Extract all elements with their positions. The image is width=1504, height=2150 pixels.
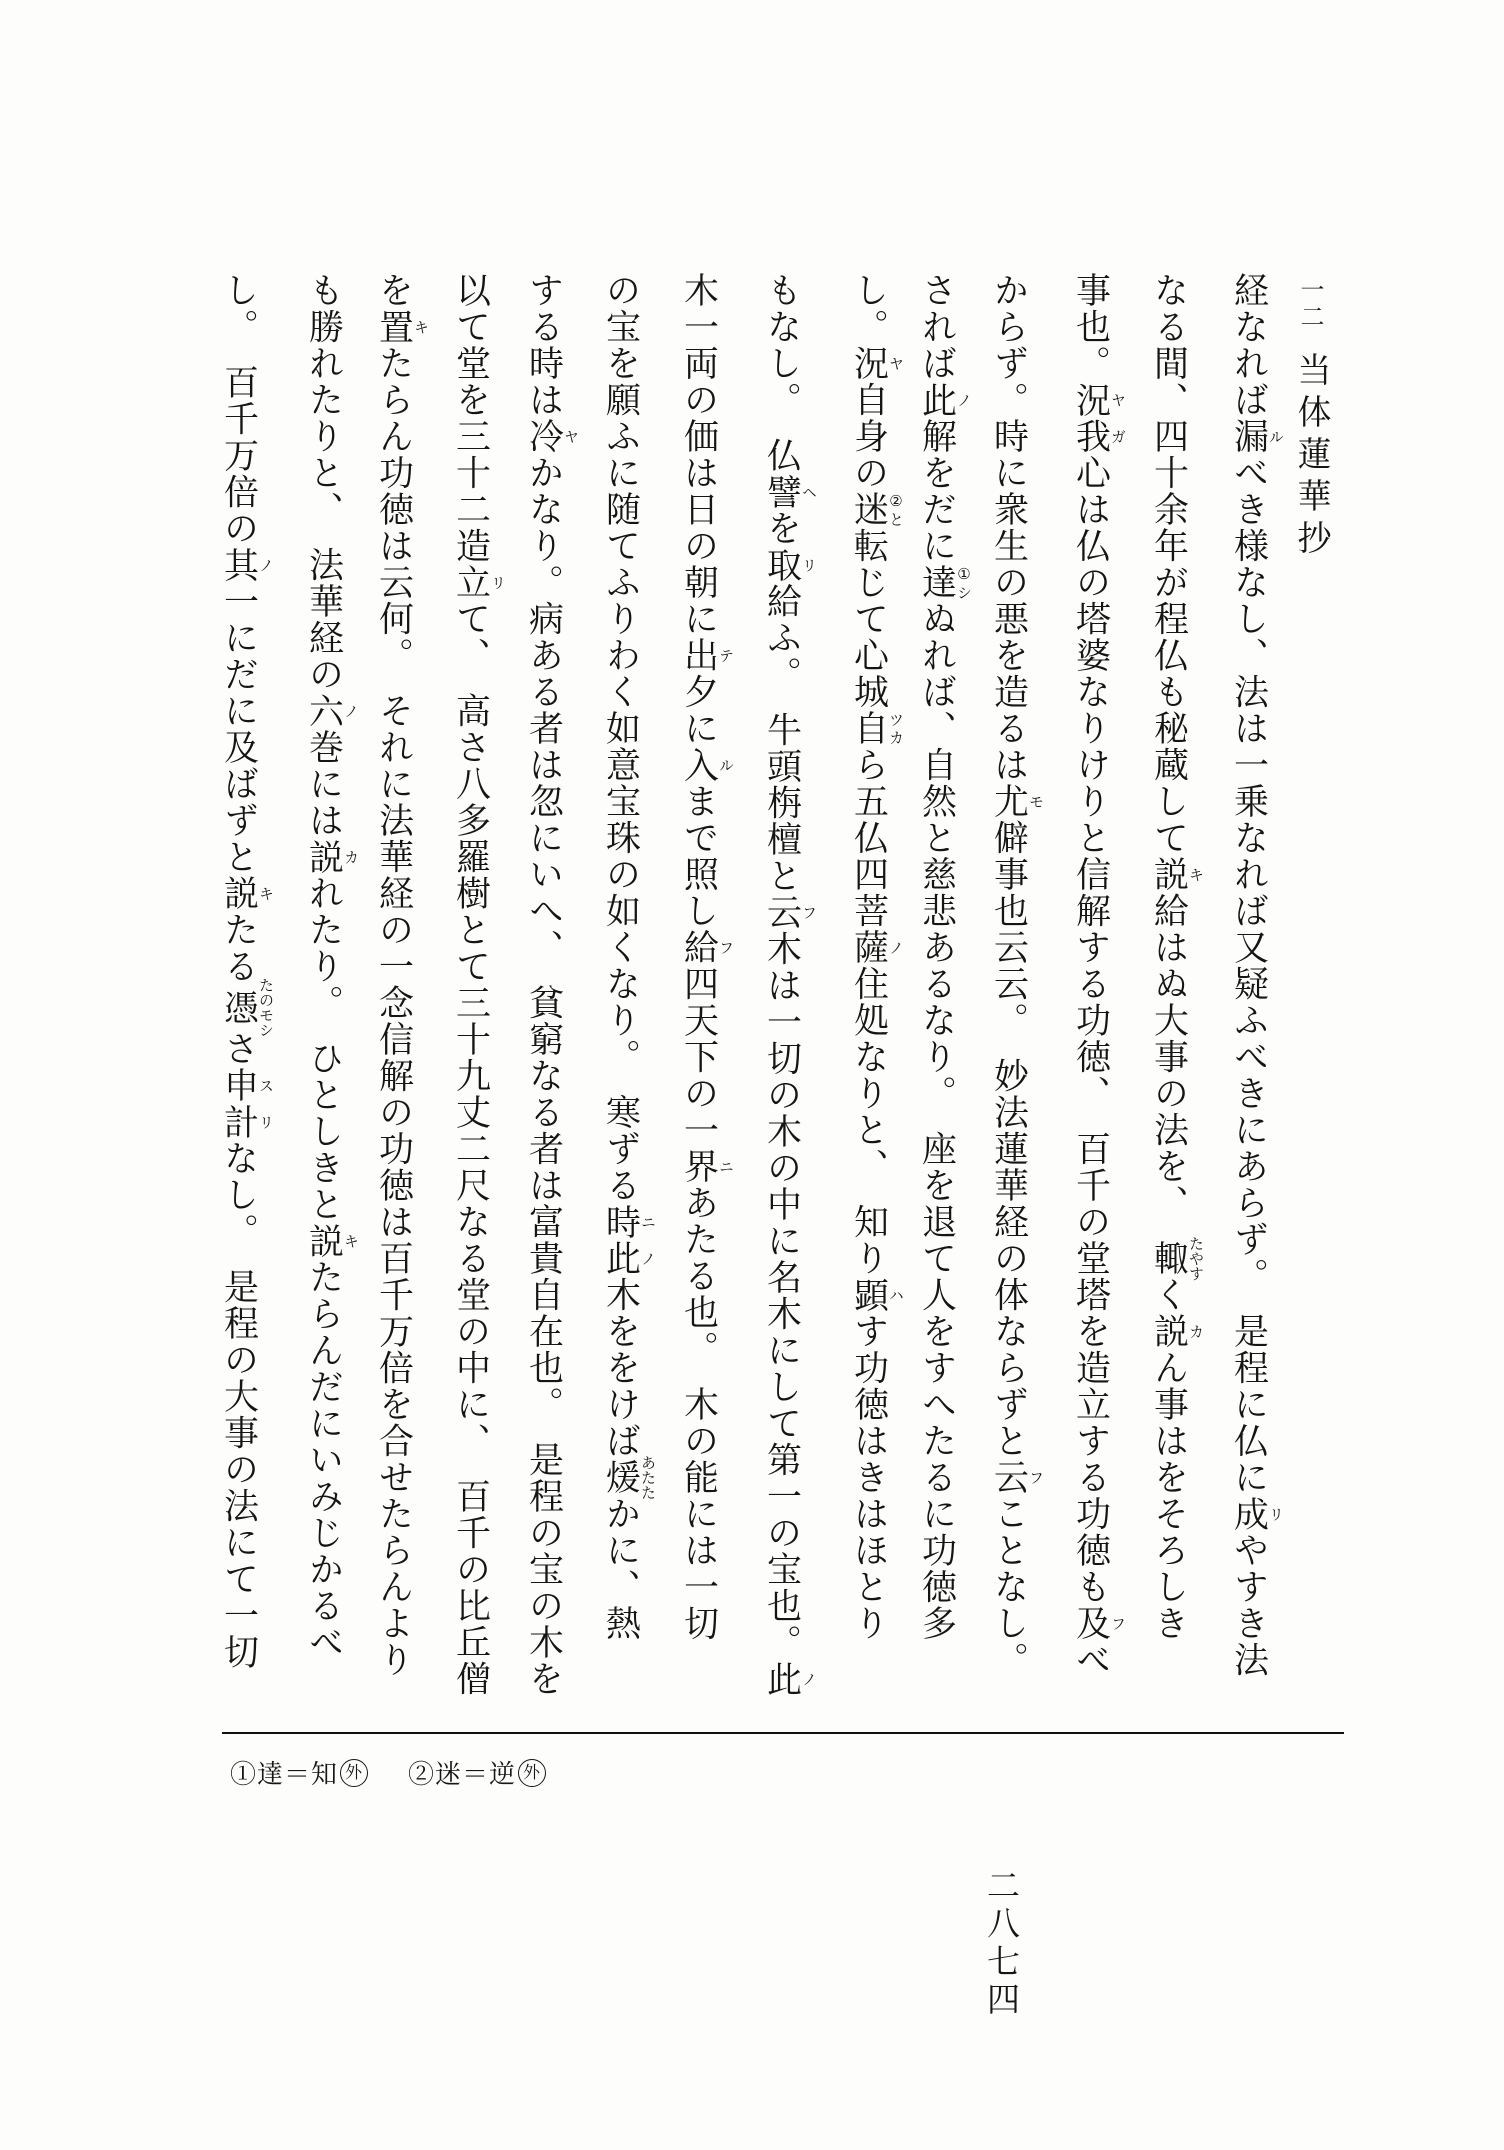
furigana-gloss: 計リ (219, 1103, 273, 1140)
footnote-divider (222, 1732, 1344, 1734)
footnotes (230, 1754, 546, 1791)
furigana-gloss: 漏ル (1229, 418, 1283, 455)
furigana-gloss: 界ニ (679, 1148, 733, 1185)
furigana-gloss: 成リ (1229, 1495, 1283, 1532)
furigana-gloss: 迷②と (849, 491, 903, 528)
furigana-gloss: 顕ハ (849, 1276, 903, 1313)
furigana-gloss: 申ス (219, 1067, 273, 1104)
furigana-gloss: 譬ヘ (762, 473, 816, 510)
furigana-gloss: 時ニ (601, 1203, 655, 1240)
furigana-gloss: 況ヤ (1071, 381, 1125, 418)
furigana-gloss: 説カ (1149, 1313, 1203, 1350)
furigana-gloss: 自ツカ (849, 710, 903, 747)
text-column: 木一両の価は日の朝に出テ夕に入ルまで照し給フ四天下の一界ニあたる也。 木の能には一切 (679, 272, 733, 1642)
furigana-gloss: 此ノ (917, 381, 971, 418)
furigana-gloss: 薩ノ (849, 929, 903, 966)
chapter-number: 一二 (1296, 277, 1322, 331)
furigana-gloss: 此ノ (601, 1240, 655, 1277)
furigana-gloss: 我ガ (1071, 418, 1125, 455)
text-column: なる間、四十余年が程仏も秘蔵して説キ給はぬ大事の法を、 輙たやすく説カん事はをそろしき (1149, 272, 1203, 1642)
circled-gai-mark: 外 (518, 1759, 546, 1787)
text-column: する時は冷ヤかなり。病ある者は忽にいへ、 貧窮なる者は富貴自在也。 是程の宝の木を (524, 272, 578, 1697)
text-column: を置キたらん功徳は云何。 それに法華経の一念信解の功徳は百千万倍を合せたらんより (374, 272, 428, 1678)
furigana-gloss: 説キ (304, 1222, 358, 1259)
page-title: 当体蓮華抄 (1292, 352, 1329, 562)
text-column: もなし。 仏譬ヘを取リ給ふ。 牛頭栴檀と云フ木は一切の木の中に名木にして第一の宝也。此ノ (762, 272, 816, 1697)
text-column: の宝を願ふに随てふりわく如意宝珠の如くなり。 寒ずる時ニ此ノ木ををけば煖あたたかに、熱 (601, 272, 655, 1642)
footnote-text: ②迷＝逆 (408, 1760, 517, 1789)
furigana-gloss: 云フ (762, 894, 816, 931)
furigana-gloss: 達①シ (917, 564, 971, 601)
furigana-gloss: 入ル (679, 746, 733, 783)
footnote-item (408, 1754, 546, 1791)
text-column: し。況ヤ自身の迷②と転じて心城自ツカら五仏四菩薩ノ住処なりと、 知り顕ハす功徳はきはほとり (849, 272, 903, 1642)
text-column: も勝れたりと、 法華経の六ノ巻には説カれたり。 ひとしきと説キたらんだにいみじかるべ (304, 272, 358, 1661)
page-number: 二八七四 (982, 1868, 1018, 2020)
footnote-item (230, 1754, 368, 1791)
text-column: 経なれば漏ルべき様なし、法は一乗なれば又疑ふべきにあらず。 是程に仏に成リやすき法 (1229, 272, 1283, 1678)
furigana-gloss: 立リ (451, 564, 505, 601)
furigana-gloss: 給フ (679, 929, 733, 966)
furigana-gloss: 説キ (219, 875, 273, 912)
text-column: 事也。況ヤ我ガ心は仏の塔婆なりけりと信解する功徳、 百千の堂塔を造立する功徳も及フべ (1071, 272, 1125, 1678)
furigana-gloss: 及フ (1071, 1605, 1125, 1642)
furigana-gloss: 説カ (304, 838, 358, 875)
furigana-gloss: 其ノ (219, 546, 273, 583)
furigana-gloss: 出テ (679, 637, 733, 674)
circled-gai-mark: 外 (340, 1759, 368, 1787)
furigana-gloss: 云フ (989, 1459, 1043, 1496)
text-column: 以て堂を三十二造立リて、 高さ八多羅樹とて三十九丈二尺なる堂の中に、 百千の比丘僧 (451, 272, 505, 1697)
furigana-gloss: 尤モ (989, 783, 1043, 820)
furigana-gloss: 冷ヤ (524, 418, 578, 455)
furigana-gloss: 煖あたた (601, 1454, 655, 1500)
furigana-gloss: 説キ (1149, 856, 1203, 893)
furigana-gloss: 此ノ (762, 1660, 816, 1697)
text-column: からず。時に衆生の悪を造るは尤モ僻事也云云。 妙法蓮華経の体ならずと云フことなし。 (989, 272, 1043, 1678)
text-column: されば此ノ解をだに達①シぬれば、自然と慈悲あるなり。 座を退て人をすへたるに功徳多 (917, 272, 971, 1642)
furigana-gloss: 置キ (374, 308, 428, 345)
furigana-gloss: 況ヤ (849, 345, 903, 382)
furigana-gloss: 取リ (762, 546, 816, 583)
text-column: し。 百千万倍の其ノ一にだに及ばずと説キたる憑たのモシさ申ス計リなし。 是程の大事の法にて一切 (219, 272, 273, 1670)
furigana-gloss: 憑たのモシ (219, 977, 273, 1038)
furigana-gloss: 輙たやす (1149, 1235, 1203, 1281)
footnote-text: ①達＝知 (230, 1760, 339, 1789)
furigana-gloss: 六ノ (304, 692, 358, 729)
